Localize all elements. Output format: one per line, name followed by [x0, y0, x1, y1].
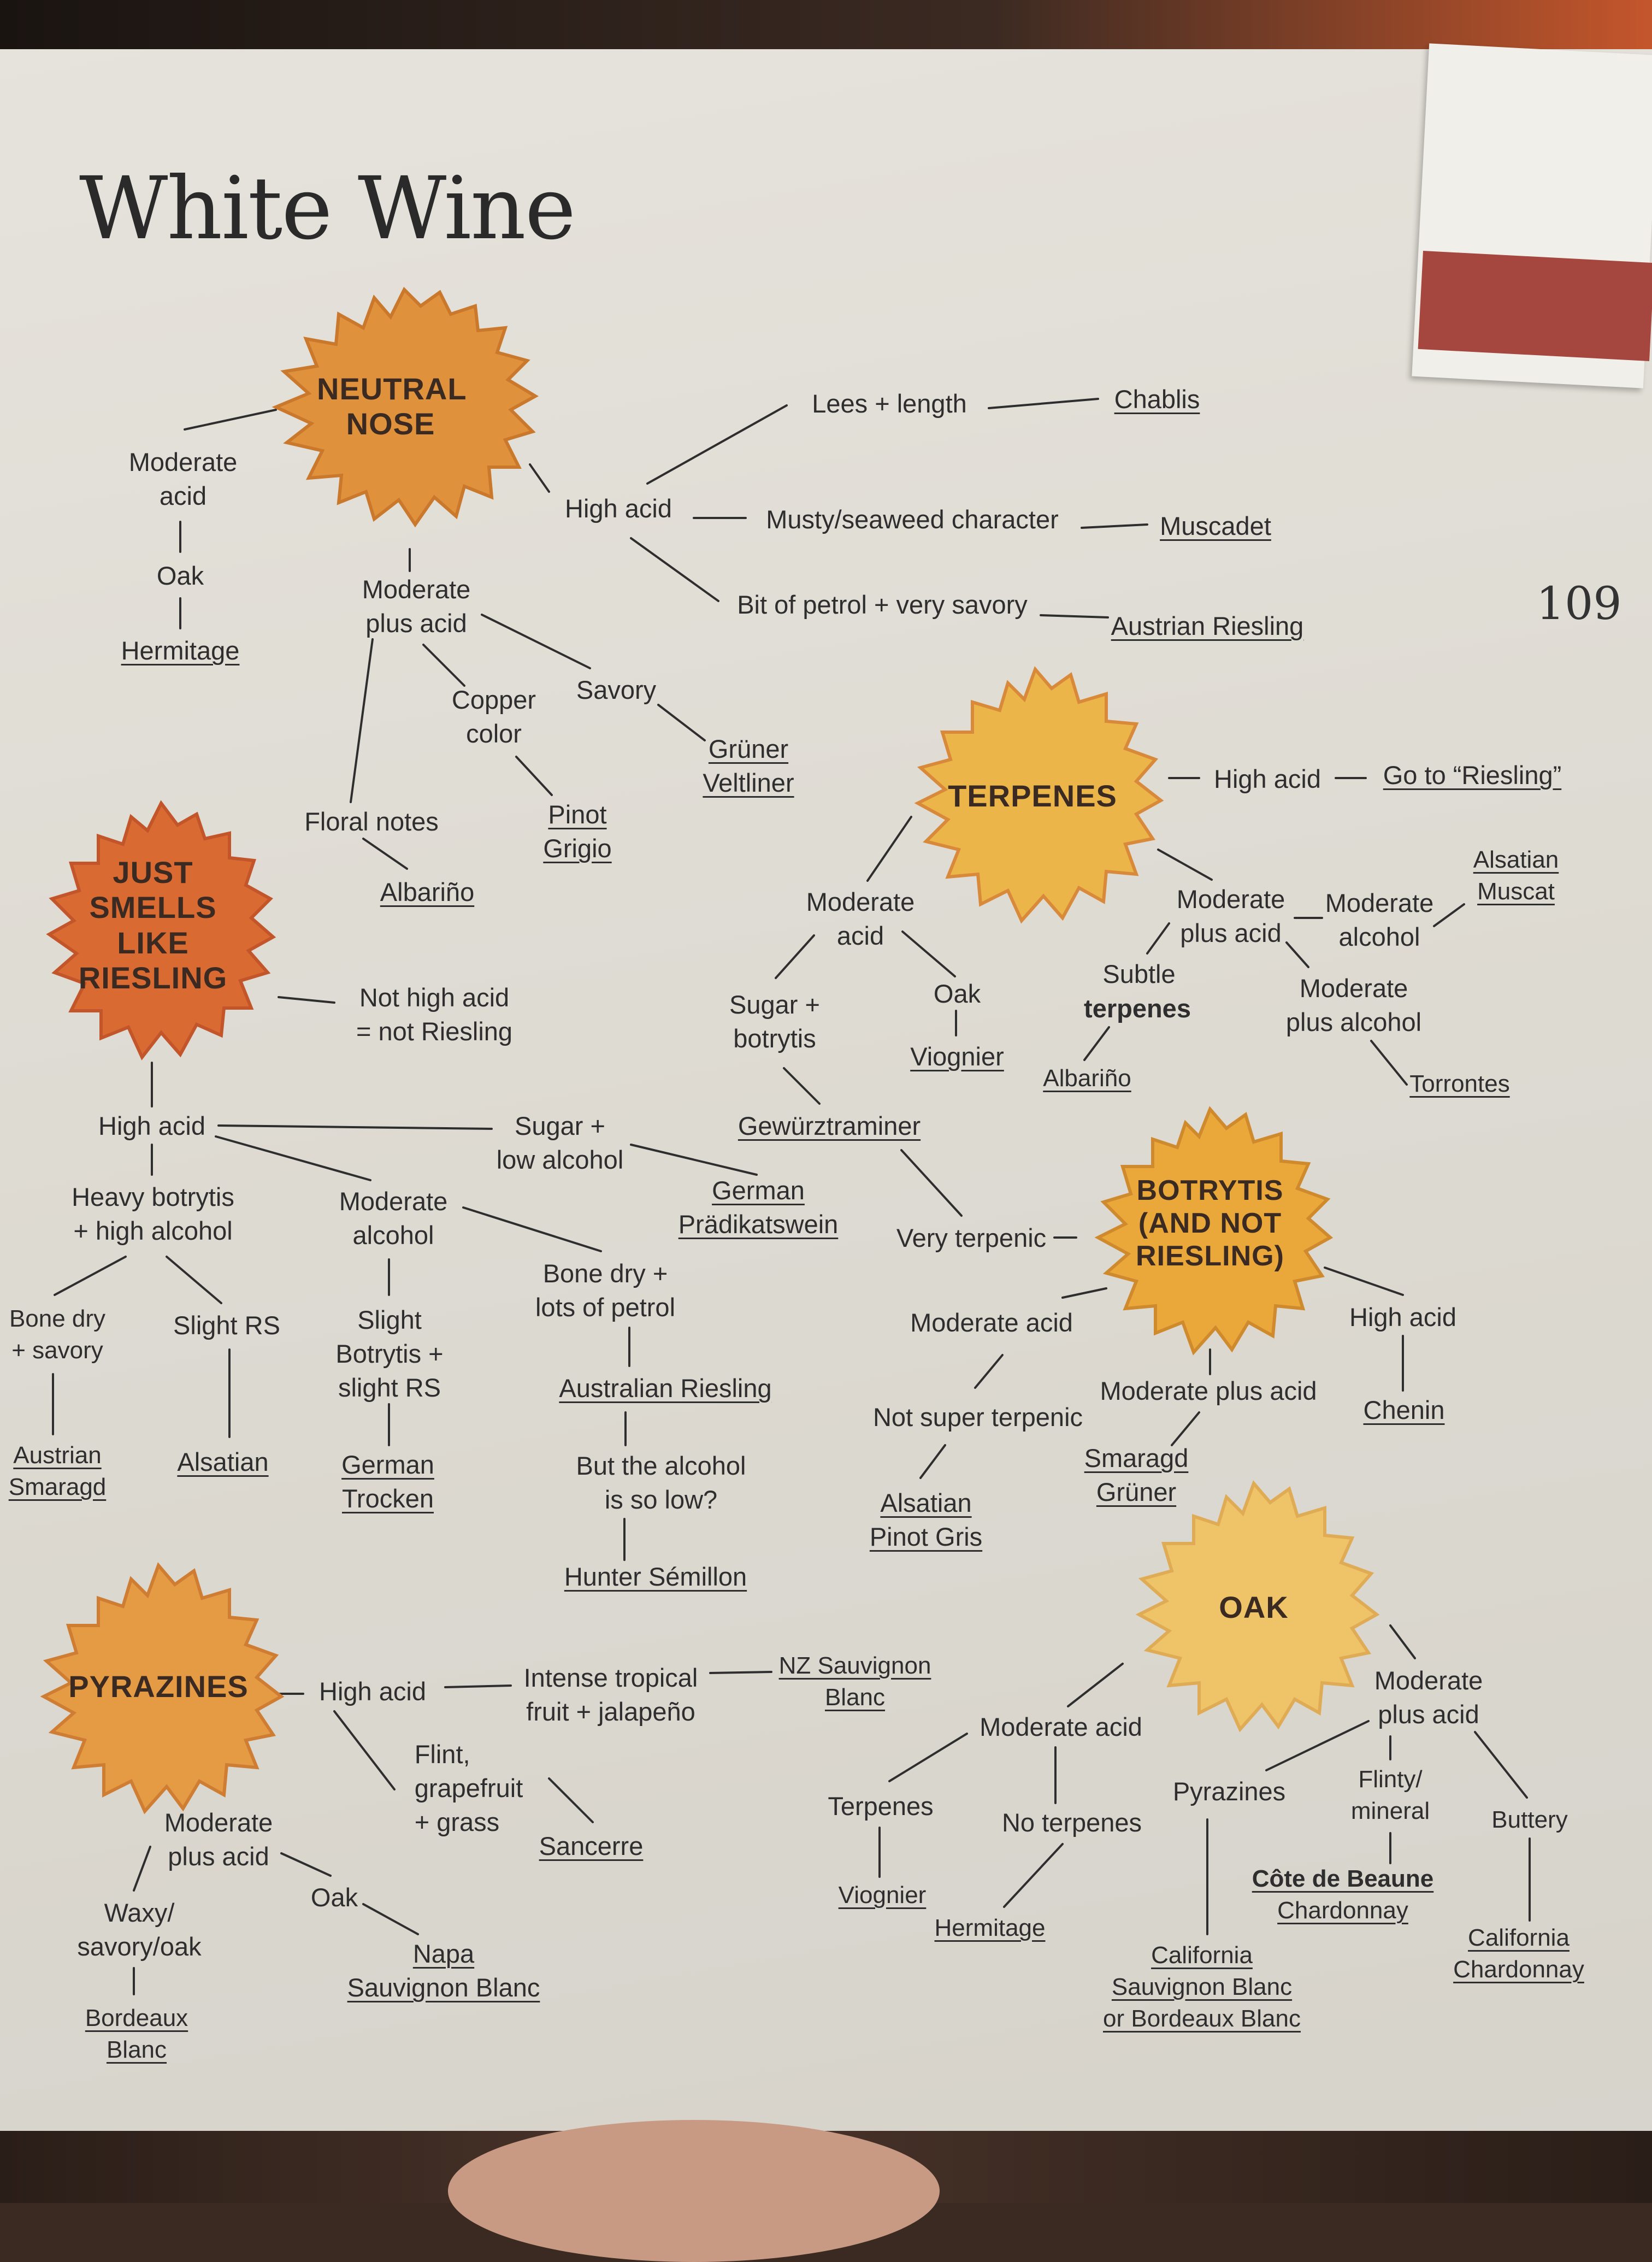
link-high-acid-moderate-alcohol — [216, 1136, 370, 1180]
terpenes-moderate-plus-acid: Moderate plus acid — [1176, 885, 1285, 948]
terpenes-high-acid: High acid — [1214, 764, 1321, 793]
link-heavy-botrytis-bone-dry — [55, 1257, 126, 1295]
riesling-blot — [38, 792, 284, 1071]
riesling-not-high-acid: Not high acid = not Riesling — [356, 983, 513, 1046]
wine-bordeaux-blanc: Bordeaux Blanc — [85, 2005, 188, 2064]
oak-terpenes: Terpenes — [828, 1792, 934, 1821]
link-oak-moderate-acid — [1068, 1664, 1123, 1706]
neutral-floral-notes: Floral notes — [304, 807, 439, 836]
neutral-copper-color: Copper color — [451, 685, 536, 749]
link-gewurztraminer-very-terpenic — [901, 1150, 961, 1216]
botrytis-moderate-plus-acid: Moderate plus acid — [1100, 1376, 1317, 1405]
oak-pyrazines: Pyrazines — [1172, 1777, 1286, 1806]
link-floral-albarino — [363, 839, 407, 869]
wine-alsatian-pinot-gris: Alsatian Pinot Gris — [869, 1488, 983, 1552]
wine-austrian-smaragd: Austrian Smaragd — [8, 1442, 107, 1501]
link-high-acid-lees — [647, 405, 787, 484]
terpenes-moderate-alcohol: Moderate alcohol — [1325, 888, 1434, 952]
link-high-acid-petrol — [631, 538, 718, 601]
wine-german-pradikatswein: German Prädikatswein — [678, 1176, 839, 1239]
riesling-slight-botrytis: Slight Botrytis + slight RS — [335, 1305, 444, 1403]
link-oak-moderate-plus — [1390, 1625, 1415, 1658]
wine-muscadet: Muscadet — [1160, 511, 1271, 540]
link-oak-napa — [363, 1904, 418, 1934]
terpenes-moderate-acid: Moderate acid — [806, 887, 915, 951]
wine-nz-sauvignon-blanc: NZ Sauvignon Blanc — [778, 1652, 931, 1711]
link-flint-sancerre — [549, 1778, 593, 1822]
link-moderate-plus-buttery — [1475, 1732, 1527, 1798]
link-plus-alcohol-torrontes — [1371, 1041, 1407, 1085]
link-moderate-plus-waxy — [134, 1847, 150, 1890]
wine-alsatian-muscat: Alsatian Muscat — [1473, 846, 1559, 905]
terpenes-subtle: Subtle — [1102, 959, 1176, 988]
wine-chablis: Chablis — [1114, 385, 1200, 414]
riesling-heavy-botrytis: Heavy botrytis + high alcohol — [72, 1182, 234, 1246]
pyrazines-moderate-plus-acid: Moderate plus acid — [164, 1808, 273, 1871]
wine-chenin: Chenin — [1363, 1395, 1445, 1424]
holding-finger — [448, 2120, 940, 2262]
wine-hermitage: Hermitage — [121, 636, 240, 665]
riesling-bone-dry-petrol: Bone dry + lots of petrol — [535, 1259, 676, 1322]
wine-cote-de-beaune-chardonnay: Chardonnay — [1277, 1897, 1408, 1924]
botrytis-very-terpenic: Very terpenic — [896, 1223, 1047, 1252]
riesling-bone-dry-savory: Bone dry + savory — [9, 1305, 106, 1364]
neutral-moderate-plus-acid: Moderate plus acid — [362, 575, 471, 638]
link-moderate-acid-not-super — [975, 1355, 1002, 1388]
link-high-acid-sugar — [219, 1126, 492, 1129]
riesling-slight-rs: Slight RS — [173, 1311, 280, 1340]
wine-cote-de-beaune: Côte de Beaune — [1252, 1865, 1434, 1892]
botrytis-moderate-acid: Moderate acid — [910, 1308, 1073, 1337]
neutral-nose-label: NEUTRAL NOSE — [317, 372, 467, 441]
botrytis-label: BOTRYTIS (AND NOT RIESLING) — [1136, 1175, 1284, 1272]
neutral-petrol: Bit of petrol + very savory — [737, 590, 1028, 619]
pyrazines-waxy-savory: Waxy/ savory/oak — [77, 1898, 202, 1961]
wine-california-chardonnay: California Chardonnay — [1453, 1924, 1584, 1983]
oak-no-terpenes: No terpenes — [1001, 1808, 1142, 1837]
wine-smaragd-gruner: Smaragd Grüner — [1084, 1444, 1189, 1507]
pyrazines-flint-grapefruit: Flint, grapefruit + grass — [414, 1740, 523, 1837]
link-subtle-albarino — [1084, 1027, 1109, 1060]
terpenes-subtle-terpenes: terpenes — [1084, 994, 1191, 1023]
wine-california-sauvignon-bordeaux: California Sauvignon Blanc or Bordeaux Blanc — [1103, 1942, 1301, 2033]
link-no-terpenes-hermitage — [1004, 1844, 1063, 1907]
wine-gruner-veltliner: Grüner Veltliner — [703, 734, 794, 798]
terpenes-sugar-botrytis: Sugar + botrytis — [729, 990, 820, 1053]
link-high-acid-flint — [334, 1711, 394, 1789]
link-moderate-plus-savory — [482, 615, 590, 668]
neutral-lees-length: Lees + length — [812, 389, 967, 418]
link-high-acid-intense — [445, 1686, 511, 1687]
neutral-nose-blot — [251, 268, 557, 552]
wine-albarino: Albariño — [380, 877, 475, 906]
wine-hunter-semillon: Hunter Sémillon — [564, 1562, 747, 1591]
wine-australian-riesling: Australian Riesling — [559, 1374, 772, 1403]
wine-pinot-grigio: Pinot Grigio — [543, 800, 612, 863]
link-not-super-pinot-gris — [921, 1445, 945, 1478]
terpenes-moderate-plus-alcohol: Moderate plus alcohol — [1285, 974, 1422, 1037]
oak-label: OAK — [1219, 1590, 1289, 1624]
pyrazines-high-acid: High acid — [319, 1677, 426, 1706]
link-heavy-botrytis-slight-rs — [167, 1257, 221, 1303]
wine-torrontes: Torrontes — [1409, 1070, 1510, 1097]
oak-flinty-mineral: Flinty/ mineral — [1350, 1766, 1430, 1825]
wine-austrian-riesling: Austrian Riesling — [1111, 611, 1304, 640]
wine-napa-sauvignon-blanc: Napa Sauvignon Blanc — [347, 1939, 540, 2002]
pyrazines-oak: Oak — [310, 1883, 358, 1912]
wine-alsatian: Alsatian — [177, 1447, 269, 1476]
riesling-label: JUST SMELLS LIKE RIESLING — [78, 855, 228, 995]
page-number: 109 — [1536, 578, 1622, 630]
link-moderate-acid-terpenes — [889, 1734, 967, 1781]
link-sugar-gewurztraminer — [784, 1068, 819, 1104]
wine-hermitage-oak: Hermitage — [934, 1915, 1046, 1941]
link-moderate-alcohol-bone-dry — [463, 1207, 601, 1251]
link-moderate-plus-smaragd — [1172, 1412, 1199, 1445]
link-go-to-riesling[interactable]: Go to “Riesling” — [1383, 761, 1562, 790]
link-moderate-plus-oak — [281, 1853, 331, 1876]
neutral-oak: Oak — [156, 561, 204, 590]
neutral-moderate-acid: Moderate acid — [128, 447, 238, 511]
neutral-high-acid: High acid — [565, 494, 672, 523]
riesling-sugar-low-alcohol: Sugar + low alcohol — [496, 1111, 624, 1175]
link-petrol-austrian-riesling — [1041, 615, 1108, 617]
link-moderate-plus-floral — [351, 639, 373, 802]
wine-albarino-terpenes: Albariño — [1043, 1065, 1131, 1092]
botrytis-high-acid: High acid — [1349, 1303, 1456, 1332]
link-copper-pinot — [516, 757, 552, 795]
pyrazines-intense-tropical: Intense tropical fruit + jalapeño — [523, 1663, 698, 1727]
wine-viognier: Viognier — [910, 1042, 1004, 1071]
riesling-moderate-alcohol: Moderate alcohol — [339, 1187, 448, 1250]
link-moderate-plus-copper — [423, 645, 464, 686]
pyrazines-label: PYRAZINES — [68, 1669, 249, 1704]
wine-sancerre: Sancerre — [539, 1831, 644, 1860]
link-moderate-plus-alcohol-2 — [1287, 942, 1308, 967]
neutral-savory: Savory — [576, 675, 657, 704]
link-lees-chablis — [989, 399, 1098, 408]
oak-blot — [1117, 1470, 1390, 1743]
link-intense-nz — [710, 1672, 771, 1673]
riesling-but-alcohol-low: But the alcohol is so low? — [576, 1451, 746, 1515]
oak-moderate-plus-acid: Moderate plus acid — [1374, 1666, 1483, 1729]
link-sugar-pradikatswein — [631, 1145, 757, 1175]
pyrazines-blot — [22, 1552, 295, 1825]
neutral-musty: Musty/seaweed character — [766, 505, 1059, 534]
link-musty-muscadet — [1082, 525, 1147, 528]
oak-moderate-acid: Moderate acid — [980, 1712, 1142, 1741]
page-title: White Wine — [79, 158, 575, 259]
botrytis-not-super-terpenic: Not super terpenic — [872, 1403, 1083, 1432]
terpenes-oak: Oak — [933, 979, 981, 1008]
link-savory-gruner — [658, 705, 705, 740]
link-alcohol-muscat — [1434, 904, 1464, 926]
riesling-high-acid: High acid — [98, 1111, 205, 1140]
terpenes-label: TERPENES — [948, 779, 1117, 813]
link-riesling-not-high-acid — [279, 997, 334, 1003]
wine-german-trocken: German Trocken — [341, 1450, 434, 1513]
botrytis-blot — [1079, 1098, 1341, 1360]
wine-gewurztraminer: Gewürztraminer — [738, 1111, 921, 1140]
wine-viognier-oak: Viognier — [838, 1882, 927, 1908]
oak-buttery: Buttery — [1491, 1806, 1568, 1833]
terpenes-blot — [896, 656, 1175, 934]
